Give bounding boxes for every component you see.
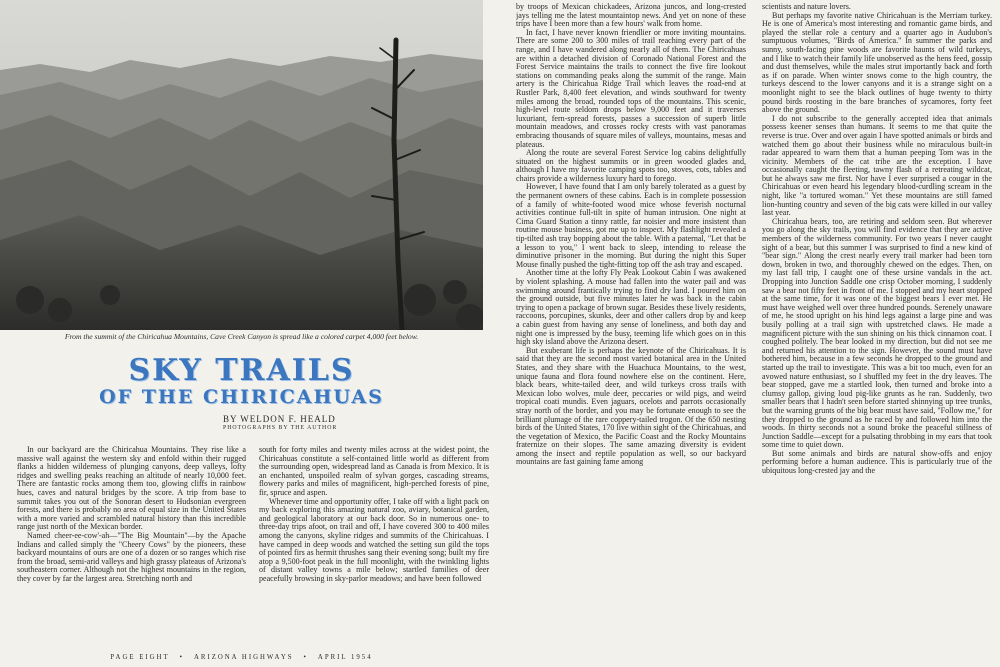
text-column-3 — [516, 3, 746, 643]
paragraph: I do not subscribe to the generally accepted idea that animals possess keener senses than humans. It seems to me that quite the reverse is true. Over and over again I have spotted animals or birds and watched them go about their business while no miraculous built-in radar appeared to warn them that a human peeping Tom was in the vicinity. Members of the cat tribe are the exception. I have occasionally caught the fleeting, tawny flash of a retreating wildcat, but he always saw me first. Nor have I ever surprised a cougar in the Chiricahuas or even heard his legendary blood-curdling scream in the night, like "a tortured woman." Yet these mountains are still famed lion-hunting country and seven of the big cats were killed in our valley last year. — [762, 113, 992, 218]
canyon-photo-image — [0, 0, 483, 330]
text-column-2 — [259, 446, 489, 636]
paragraph: But exuberant life is perhaps the keynote of the Chiricahuas. It is said that they are the second most varied botanical area in the United States, and they share with the Huachuca Mountains, to the west, unique fauna and flora found nowhere else on the continent. Here, black bears, white-tailed deer, and wild turkeys cross trails with Mexican lobo wolves, mule deer, peccaries or wild pigs, and weird tropical coati mundis. Even jaguars, ocelots and parrots occasionally stray north of the border, and you may be fortunate enough to see the brilliant plumage of the rare coppery-tailed trogon. Of the 650 nesting birds of the United States, 170 live within sight of the Chiricahuas, and the vegetation of Mexico, the Pacific Coast and the Rocky Mountains fraternize on their slopes. The same amazing diversity is evident among the insect and reptile population as well, so our backyard mountains are fast gaining fame among — [516, 345, 746, 467]
paragraph: But perhaps my favorite native Chiricahuan is the Merriam turkey. He is one of America's most interesting and romantic game birds, and played the stellar role a century and a quarter ago in Audubon's sumptuous volumes, "Birds of America." In summer the parks and sunny, south-facing pine woods are favorite haunts of wild turkeys, and I like to watch their family life unobserved as the hens feed, gossip and dust themselves, while the males strut importantly back and forth as if on parade. When winter snows come to the high country, the turkeys descend to the lower canyons and it is a strange sight on a moonlight night to see the black outlines of huge twenty to thirty pound birds roosting in the bare branches of sycamores, forty feet above the ground. — [762, 10, 992, 115]
paragraph: However, I have found that I am only barely tolerated as a guest by the permanent owners of these cabins. Each is in complete possession of a family of white-footed wood mice whose feverish nocturnal activities continue full-tilt in spite of human intrusion. One night at Cima Guard Station a tinny rattle, far noisier and more insistent than routine mouse business, got me up to inspect. My flashlight revealed a tip-tilted ash tray bopping about the table. With a paternal, "Let that be a lesson to you," I went back to sleep, intending to release the diminutive prisoner in the morning. But during the night this Super Mouse finally pushed the tight-fitting top off the ash tray and escaped. — [516, 182, 746, 269]
canyon-photo — [0, 0, 483, 330]
paragraph: In fact, I have never known friendlier or more inviting mountains. There are some 200 to 300 miles of trail reaching every part of the range, and I have wandered along nearly all of them. The Chiricahuas are within a detached division of Coronado National Forest and the Forest Service maintains the trails to connect the five fire lookout stations on commanding peaks along the summit of the range. Main artery is the Chiricahua Ridge Trail which leaves the road-end at Rustler Park, 8,400 feet elevation, and winds southward for twenty miles among the broad, rounded tops of the mountains. This scenic, high-level route seldom drops below 9,000 feet and it traverses luxuriant, fern-spread forests, passes a succession of superb little mountain meadows, and crosses rocky crests with vast panoramas embracing thousands of square miles of valleys, mountains, mesas and plateaus. — [516, 27, 746, 149]
paragraph: Chiricahua bears, too, are retiring and seldom seen. But wherever you go along the sky trails, you will find evidence that they are active members of the wilderness community. For two years I never caught sight of a bear, but this summer I was surprised to find a new kind of "bear sign." Along the crest nearly every trail marker had been torn down, broken in two, and thoroughly chewed on the edges. Then, on my last fall trip, I caught one of these ursine vandals in the act. Dropping into Junction Saddle one crisp October morning, I suddenly saw a bear not fifty feet in front of me. I stopped and my heart stopped at the same time, for it was one of the biggest bears I ever met. He must have weighed well over three hundred pounds. Serenely unaware of me, he stood upright on his hind legs against a large pine and was busily polling at a trail sign with upstretched claws. He made a magnificent picture with the sun shining on his thick cinnamon coat. I coughed politely. The bear looked in my direction, but did not see me and returned his attention to the sign. However, the sound must have bothered him, because in a few seconds he dropped to the ground and started up the trail to investigate. This was a bit too much, even for an avowed nature enthusiast, so I shuffled my feet in the dry leaves. The bear stopped, gave me a startled look, then turned and broke into a clumsy gallop, giving loud pig-like grunts as he ran. Suddenly, two smaller bears that I hadn't seen before started shinnying up tree trunks, but the warning grunts of the big bear must have said, "Follow me," for they dropped to the ground as he raced by and followed him into the woods. In thirty seconds not a sound broke the peaceful stillness of Junction Saddle—except for a pulsating throbbing in my ears that took some time to quiet down. — [762, 216, 992, 450]
photo-credit: PHOTOGRAPHS BY THE AUTHOR — [223, 425, 338, 431]
footer-separator: • — [179, 654, 184, 661]
paragraph: Whenever time and opportunity offer, I take off with a light pack on my back exploring this amazing natural zoo, aviary, botanical garden, and geological laboratory at our back door. So in numerous one- to three-day trips afoot, on trail and off, I have covered 300 to 400 miles among the canyons, skyline ridges and summits of the Chiricahuas. I have camped in deep woods and watched the setting sun gild the tops of pointed firs as hermit thrushes sang their evening song; built my fire atop a 9,500-foot peak in the full moonlight, with the twinkling lights of distant valley towns a mile below; startled families of deer peacefully browsing in sky-parlor meadows; and have been followed — [259, 496, 489, 583]
paragraph: But some animals and birds are natural show-offs and enjoy performing before a human audience. This is particularly true of the ubiquitous long-crested jay and the — [762, 448, 992, 476]
text-column-4 — [762, 3, 992, 643]
magazine-name: ARIZONA HIGHWAYS — [194, 654, 294, 661]
paragraph: scientists and nature lovers. — [762, 3, 851, 11]
article-title: SKY TRAILS — [128, 353, 355, 388]
paragraph: Along the route are several Forest Service log cabins delightfully situated on the highest summits or in green wooded glades and, although I have my favorite camping spots too, stoves, cots, tables and chairs provide a wilderness luxury hard to forego. — [516, 148, 746, 183]
paragraph: In our backyard are the Chiricahua Mountains. They rise like a massive wall against the western sky and enfold within their rugged flanks a hidden wilderness of plunging canyons, deep valleys, lofty ridges and swelling peaks reaching an altitude of nearly 10,000 feet. There are fantastic rocks among them too, glowing cliffs in rainbow hues, caves and natural bridges by the score. A trip from base to summit takes you out of the Sonoran desert to Hudsonian evergreen forests, and there is probably no area of equal size in the United States with a more varied and scrambled natural history than this incredible range just north of the Mexican border. — [17, 446, 246, 532]
byline: BY WELDON F. HEALD — [223, 414, 336, 424]
paragraph: south for forty miles and twenty miles across at the widest point, the Chiricahuas constitute a self-contained little world as different from the surrounding open, widespread land as Canada is from Mexico. It is an enchanted, unspoiled realm of sylvan gorges, cascading streams, flowery parks and miles of magnificent, high-perched forests of pine, fir, spruce and aspen. — [259, 446, 489, 497]
footer-separator: • — [303, 654, 308, 661]
paragraph: Another time at the lofty Fly Peak Lookout Cabin I was awakened by violent splashing. A mouse had fallen into the water pail and was swimming around frantically trying to find dry land. I poured him on the ground outside, but five minutes later he was back in the cabin trying to open a package of brown sugar. Besides these lively residents, raccoons, porcupines, skunks, deer and other callers drop by and keep a cabin guest from having any sense of loneliness, and both day and night one is impressed by the busy, teeming life which goes on in this high sky island above the Arizona desert. — [516, 268, 746, 347]
text-column-1 — [17, 446, 246, 636]
paragraph: by troops of Mexican chickadees, Arizona juncos, and long-crested jays telling me the latest mountaintop news. And yet on none of these trips have I been more than a few hours' walk from home. — [516, 3, 746, 29]
issue-date: APRIL 1954 — [317, 654, 373, 661]
page-number: PAGE EIGHT — [110, 654, 170, 661]
article-subtitle: OF THE CHIRICAHUAS — [99, 386, 384, 408]
photo-caption: From the summit of the Chiricahua Mountains, Cave Creek Canyon is spread like a colored carpet 4,000 feet below. — [64, 332, 419, 341]
page-footer — [0, 655, 483, 662]
paragraph: Named cheer-ee-cow'-ah—"The Big Mountain"—by the Apache Indians and called simply the "Cheery Cows" by the pioneers, these backyard mountains of ours are one of a dozen or so ranges which rise from the broad, semi-arid valleys and high grassy plateaus of Arizona's southeastern corner. Although not the highest mountains in the region, they cover by far the largest area. Stretching north and — [17, 530, 246, 583]
